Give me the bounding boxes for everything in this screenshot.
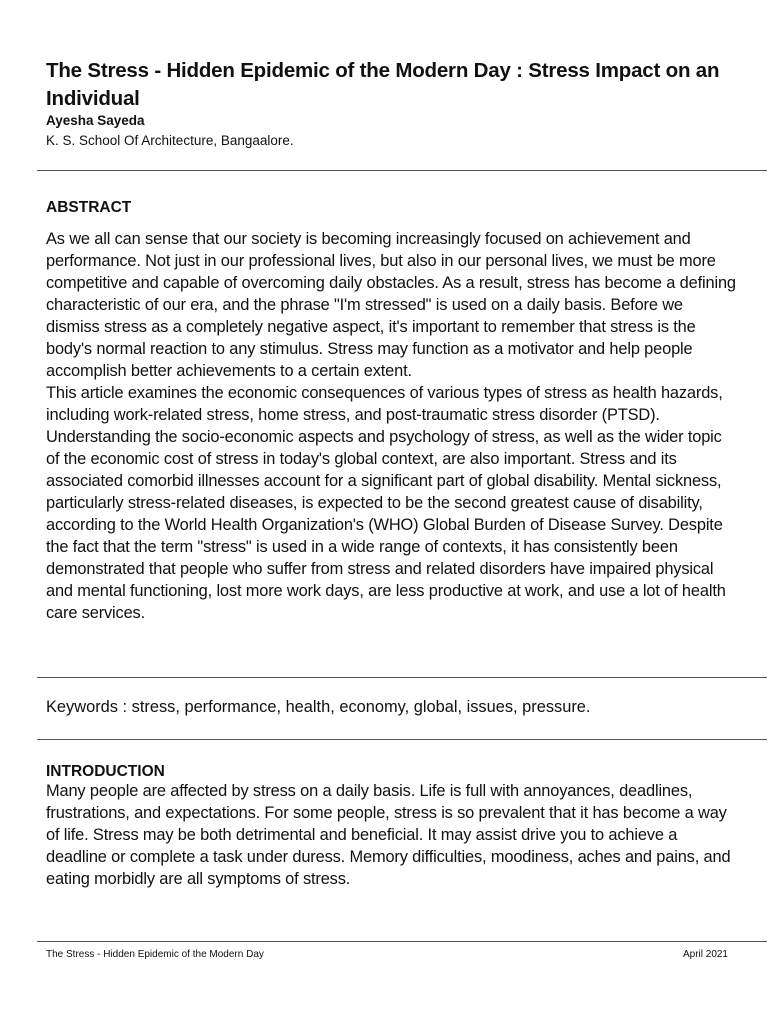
author-name: Ayesha Sayeda — [46, 113, 145, 128]
introduction-body — [46, 780, 736, 890]
footer-divider — [37, 941, 767, 942]
abstract-paragraph-2: This article examines the economic consequences of various types of stress as health hazards, including work-related stress, home stress, and post-traumatic stress disorder (PTSD). Understanding the socio-economic aspects and psychology of stress, as well as the wider topic of the economic cost of stress in today's global context, are also important. Stress and its associated comorbid illnesses account for a significant part of global disability. Mental sickness, particularly stress-related diseases, is expected to be the second greatest cause of disability, according to the World Health Organization's (WHO) Global Burden of Disease Survey. Despite the fact that the term "stress" is used in a wide range of contexts, it has consistently been demonstrated that people who suffer from stress and related disorders have impaired physical and mental functioning, lost more work days, are less productive at work, and use a lot of health care services. — [46, 384, 726, 622]
abstract-heading: ABSTRACT — [46, 199, 132, 216]
abstract-body — [46, 228, 736, 624]
introduction-heading: INTRODUCTION — [46, 763, 165, 780]
divider-keywords-bottom — [37, 739, 767, 740]
introduction-paragraph: Many people are affected by stress on a daily basis. Life is full with annoyances, deadlines, frustrations, and expectations. For some people, stress is so prevalent that it has become a way of life. Stress may be both detrimental and beneficial. It may assist drive you to achieve a deadline or complete a task under duress. Memory difficulties, moodiness, aches and pains, and eating morbidly are all symptoms of stress. — [46, 782, 731, 888]
footer-date: April 2021 — [682, 949, 728, 960]
abstract-paragraph-1: As we all can sense that our society is becoming increasingly focused on achievement and performance. Not just in our professional lives, but also in our personal lives, we must be more competitive and capable of overcoming daily obstacles. As a result, stress has become a defining characteristic of our era, and the phrase "I'm stressed" is used on a daily basis. Before we dismiss stress as a completely negative aspect, it's important to remember that stress is the body's normal reaction to any stimulus. Stress may function as a motivator and help people accomplish better achievements to a certain extent. — [46, 230, 736, 380]
author-affiliation: K. S. School Of Architecture, Bangaalore. — [46, 133, 294, 148]
footer-running-title: The Stress - Hidden Epidemic of the Modern Day — [46, 949, 264, 960]
paper-title: The Stress - Hidden Epidemic of the Modern Day : Stress Impact on an Individual — [46, 59, 720, 110]
divider-keywords-top — [37, 677, 767, 678]
divider-top — [37, 170, 767, 171]
keywords-line: Keywords : stress, performance, health, economy, global, issues, pressure. — [46, 698, 591, 716]
